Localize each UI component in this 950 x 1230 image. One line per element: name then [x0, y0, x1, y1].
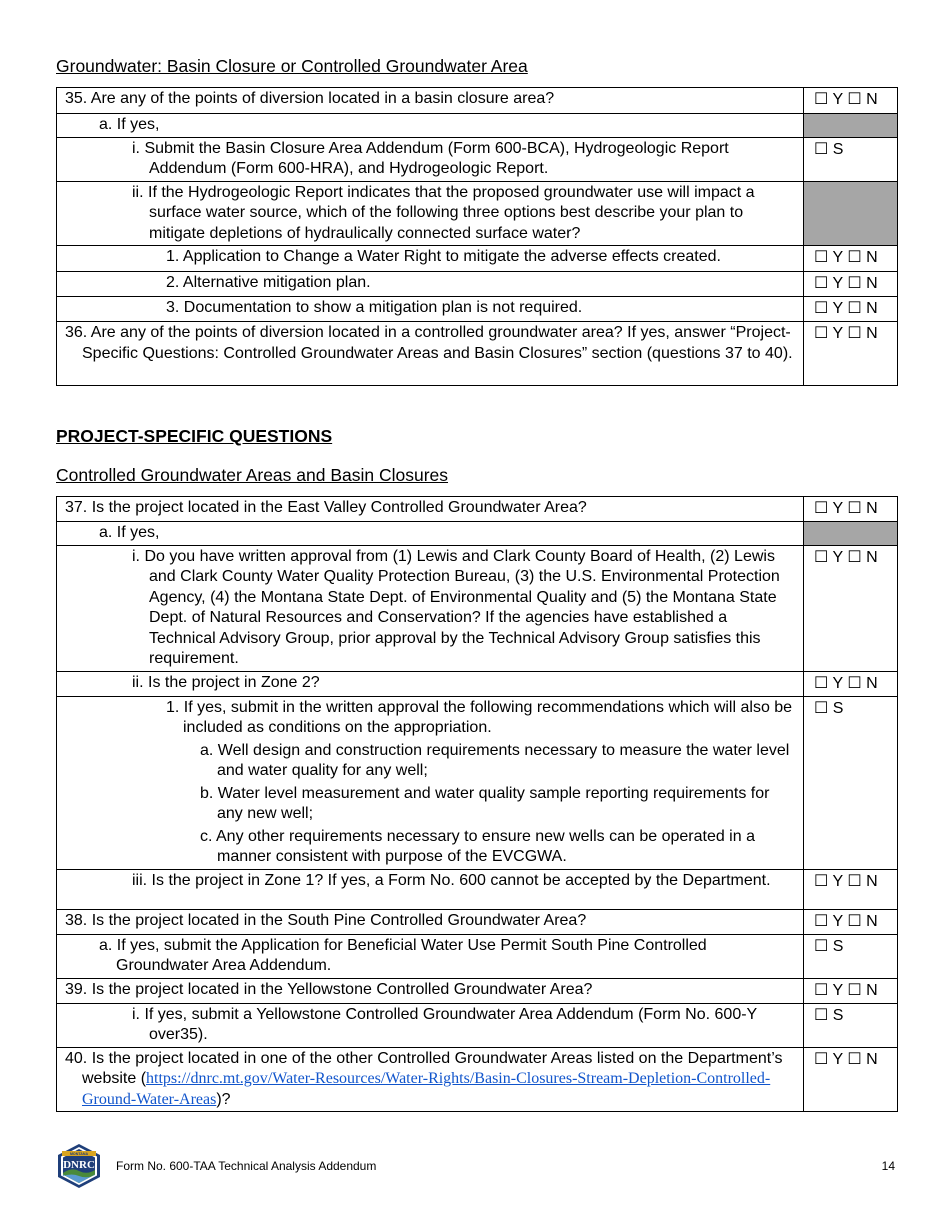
- answer-35a-i-checkbox[interactable]: ☐ S: [814, 140, 844, 158]
- answer-35a-ii-1-checkbox[interactable]: ☐ Y ☐ N: [814, 249, 878, 266]
- question-36: 36. Are any of the points of diversion located in a controlled groundwater area? If yes, answer “Project-Specific Questions: Controlled Groundwater Areas and Basin Closures” section (questions 37 to 40).: [65, 324, 793, 362]
- table-row: [57, 869, 898, 909]
- shaded-cell: [804, 522, 898, 546]
- table-row: [57, 246, 898, 272]
- table-row: [57, 522, 898, 546]
- page-footer: [56, 1150, 895, 1190]
- question-37a-ii: ii. Is the project in Zone 2?: [132, 673, 320, 691]
- answer-37a-iii-checkbox[interactable]: ☐ Y ☐ N: [814, 872, 878, 890]
- svg-text:MONTANA: MONTANA: [69, 1152, 89, 1156]
- question-37a-ii-1-b: b. Water level measurement and water quality sample reporting requirements for any new well;: [200, 784, 770, 822]
- question-37a-ii-1-c: c. Any other requirements necessary to ensure new wells can be operated in a manner consistent with purpose of the EVCGWA.: [200, 827, 755, 865]
- answer-37a-i-checkbox[interactable]: ☐ Y ☐ N: [814, 548, 878, 566]
- answer-35a-ii-3-checkbox[interactable]: ☐ Y ☐ N: [814, 300, 878, 317]
- footer-form-name: Form No. 600-TAA Technical Analysis Addendum: [116, 1159, 377, 1173]
- project-specific-title: PROJECT-SPECIFIC QUESTIONS: [56, 426, 333, 446]
- question-35a: a. If yes,: [99, 116, 160, 133]
- table-row: [57, 114, 898, 138]
- question-37a-iii: iii. Is the project in Zone 1? If yes, a Form No. 600 cannot be accepted by the Department.: [132, 871, 771, 889]
- table-row: [57, 978, 898, 1003]
- table-row: [57, 545, 898, 671]
- question-39: 39. Is the project located in the Yellowstone Controlled Groundwater Area?: [65, 980, 593, 998]
- table-row: [57, 696, 898, 869]
- question-37a-i: i. Do you have written approval from (1) Lewis and Clark County Board of Health, (2) Lewis and Clark County Water Quality Protection Bureau, (3) the U.S. Environmental Protection Agency, (4) the Montana State Dept. of Environmental Quality and (5) the Montana State Dept. of Natural Resources and Conservation? If the agencies have established a Technical Advisory Group, prior approval by the Technical Advisory Group satisfies this requirement.: [132, 547, 780, 667]
- section-heading-controlled: Controlled Groundwater Areas and Basin Closures: [56, 465, 449, 485]
- question-35a-ii: ii. If the Hydrogeologic Report indicates that the proposed groundwater use will impact a surface water source, which of the following three options best describe your plan to mitigate depletions of hydraulically connected surface water?: [132, 183, 755, 242]
- question-39i: i. If yes, submit a Yellowstone Controlled Groundwater Area Addendum (Form No. 600-Y over35).: [132, 1005, 757, 1043]
- question-37a-ii-1-a: a. Well design and construction requirements necessary to measure the water level and water quality for any well;: [200, 741, 790, 779]
- shaded-cell: [804, 181, 898, 246]
- table-row: [57, 297, 898, 322]
- table-row: [57, 934, 898, 978]
- table-row: [57, 1047, 898, 1112]
- question-40: [57, 1048, 803, 1112]
- dnrc-website-link[interactable]: https://dnrc.mt.gov/Water-Resources/Water-Rights/Basin-Closures-Stream-Depletion-Controlled-Ground-Water-Areas: [82, 1070, 771, 1108]
- table-row: [57, 909, 898, 934]
- answer-39-checkbox[interactable]: ☐ Y ☐ N: [814, 981, 878, 999]
- question-40-text: 40. Is the project located in one of the other Controlled Groundwater Areas listed on the Department’s website (: [65, 1049, 783, 1087]
- dnrc-logo: [56, 1143, 102, 1189]
- table-row: [57, 1003, 898, 1047]
- section-heading-groundwater: Groundwater: Basin Closure or Controlled Groundwater Area: [56, 56, 528, 76]
- table-row: [57, 137, 898, 181]
- table-row: [57, 497, 898, 522]
- groundwater-questions-table: [56, 87, 898, 386]
- answer-36-checkbox[interactable]: ☐ Y ☐ N: [814, 325, 878, 342]
- controlled-areas-questions-table: [56, 496, 898, 1112]
- answer-39i-checkbox[interactable]: ☐ S: [814, 1006, 844, 1024]
- question-35a-ii-2: 2. Alternative mitigation plan.: [166, 274, 371, 291]
- shaded-cell: [804, 114, 898, 138]
- table-row: [57, 181, 898, 246]
- answer-35-checkbox[interactable]: ☐ Y ☐ N: [814, 91, 878, 108]
- question-35a-ii-3: 3. Documentation to show a mitigation plan is not required.: [166, 299, 583, 316]
- table-row: [57, 671, 898, 696]
- answer-38-checkbox[interactable]: ☐ Y ☐ N: [814, 912, 878, 930]
- table-row: [57, 88, 898, 114]
- question-37a-ii-1: 1. If yes, submit in the written approval the following recommendations which will also be included as conditions on the appropriation.: [166, 698, 793, 736]
- question-38a: a. If yes, submit the Application for Beneficial Water Use Permit South Pine Controlled Groundwater Area Addendum.: [99, 936, 707, 974]
- question-37: 37. Is the project located in the East Valley Controlled Groundwater Area?: [65, 499, 587, 516]
- table-row: [57, 272, 898, 297]
- answer-35a-ii-2-checkbox[interactable]: ☐ Y ☐ N: [814, 275, 878, 292]
- svg-text:DNRC: DNRC: [63, 1159, 95, 1171]
- answer-37-checkbox[interactable]: ☐ Y ☐ N: [814, 500, 878, 517]
- table-row: [57, 322, 898, 386]
- question-38: 38. Is the project located in the South Pine Controlled Groundwater Area?: [65, 911, 587, 929]
- question-40-text-end: )?: [216, 1090, 231, 1108]
- answer-37a-ii-1-checkbox[interactable]: ☐ S: [814, 699, 844, 717]
- answer-37a-ii-checkbox[interactable]: ☐ Y ☐ N: [814, 674, 878, 692]
- question-37a: a. If yes,: [99, 524, 160, 541]
- page-number: 14: [881, 1159, 895, 1173]
- question-35: 35. Are any of the points of diversion located in a basin closure area?: [65, 90, 555, 107]
- answer-38a-checkbox[interactable]: ☐ S: [814, 937, 844, 955]
- question-35a-ii-1: 1. Application to Change a Water Right to mitigate the adverse effects created.: [166, 248, 721, 265]
- answer-40-checkbox[interactable]: ☐ Y ☐ N: [814, 1050, 878, 1068]
- question-35a-i: i. Submit the Basin Closure Area Addendum (Form 600-BCA), Hydrogeologic Report Addendum (Form 600-HRA), and Hydrogeologic Report.: [132, 139, 729, 177]
